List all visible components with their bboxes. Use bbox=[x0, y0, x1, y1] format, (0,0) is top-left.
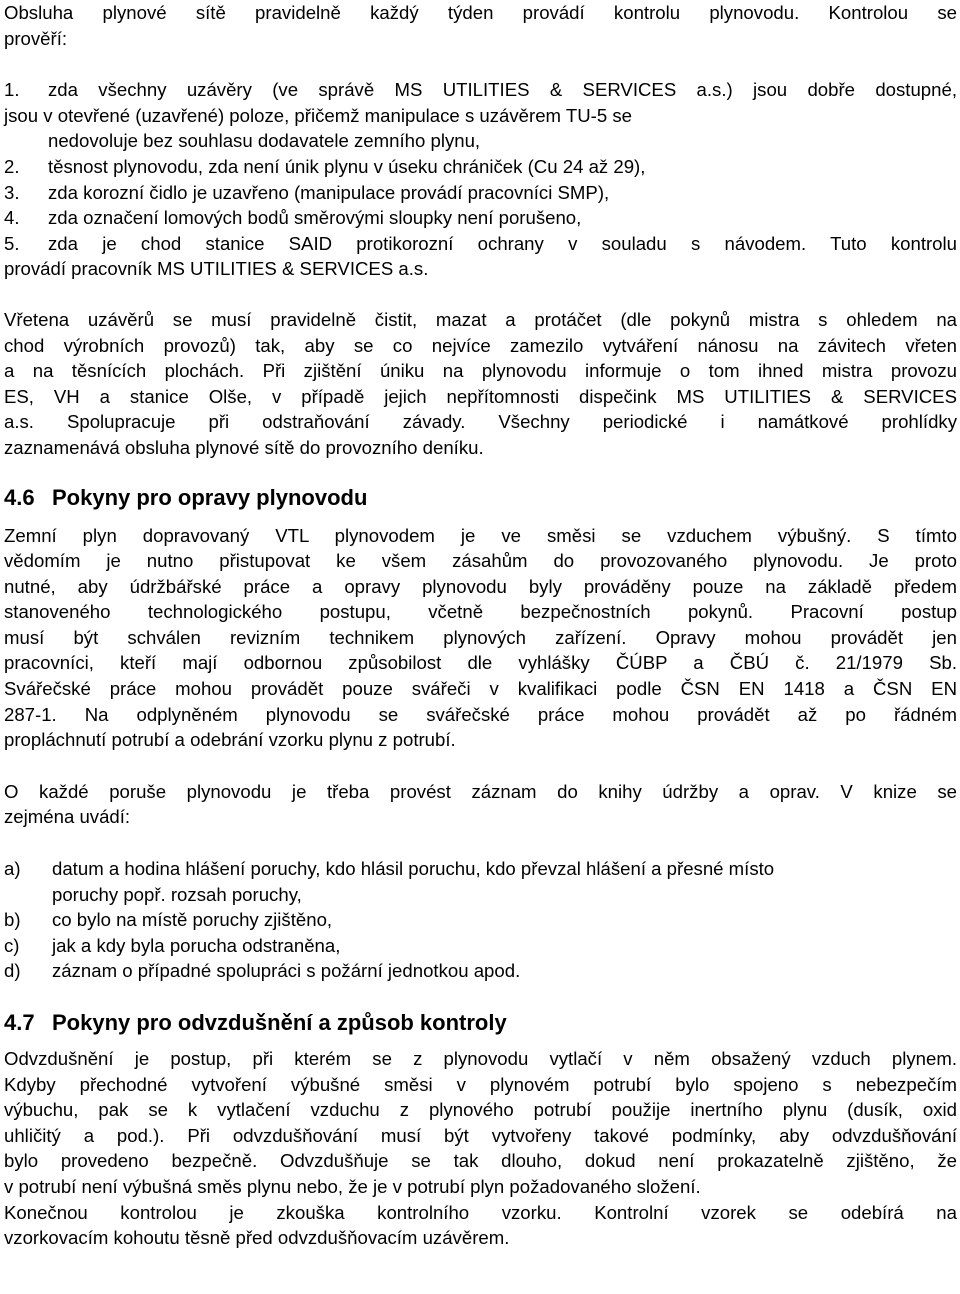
section-number: 4.6 bbox=[4, 484, 35, 510]
spacer bbox=[4, 461, 957, 483]
item-text: jak a kdy byla porucha odstraněna, bbox=[52, 934, 341, 956]
check-list bbox=[4, 77, 957, 282]
paragraph-line: 287-1. Na odplyněném plynovodu se svářečské práce mohou provádět až po řádném bbox=[4, 703, 957, 725]
list-item bbox=[4, 154, 957, 180]
item-text: zda je chod stanice SAID protikorozní ochrany v souladu s návodem. Tuto kontrolu bbox=[48, 232, 957, 254]
item-number: 1. bbox=[4, 79, 20, 101]
spacer bbox=[4, 830, 957, 856]
item-continuation: jsou v otevřené (uzavřené) poloze, přičemž manipulace s uzávěrem TU-5 se bbox=[4, 104, 632, 126]
item-letter: d) bbox=[4, 960, 21, 982]
item-continuation: provádí pracovník MS UTILITIES & SERVICES a.s. bbox=[4, 258, 429, 280]
spacer bbox=[4, 753, 957, 779]
item-text: zda všechny uzávěry (ve správě MS UTILITIES & SERVICES a.s.) jsou dobře dostupné, bbox=[48, 79, 957, 101]
item-text: datum a hodina hlášení poruchy, kdo hlásil poruchu, kdo převzal hlášení a přesné místo bbox=[52, 858, 775, 880]
item-letter: b) bbox=[4, 909, 21, 931]
paragraph-venting bbox=[4, 1046, 957, 1251]
paragraph-line: propláchnutí potrubí a odebrání vzorku plynu z potrubí. bbox=[4, 729, 456, 751]
list-item bbox=[4, 856, 957, 882]
paragraph-line: chod výrobních provozů) tak, aby se co nejvíce zamezilo vytváření nánosu na závitech vřeten bbox=[4, 334, 957, 356]
list-item bbox=[4, 958, 957, 984]
item-text: těsnost plynovodu, zda není únik plynu v úseku chrániček (Cu 24 až 29), bbox=[48, 155, 646, 177]
paragraph-line: vzorkovacím kohoutu těsně před odvzdušňovacím uzávěrem. bbox=[4, 1227, 510, 1249]
item-number: 5. bbox=[4, 232, 20, 254]
paragraph-line: a na těsnících plochách. Při zjištění úniku na plynovodu informuje o tom ihned mistra provozu bbox=[4, 360, 957, 382]
spacer bbox=[4, 984, 957, 1008]
item-number: 4. bbox=[4, 207, 20, 229]
item-letter: c) bbox=[4, 934, 20, 956]
record-items-list bbox=[4, 856, 957, 984]
paragraph-line: ES, VH a stanice Olše, v případě jejich nepřítomnosti dispečink MS UTILITIES & SERVICES bbox=[4, 385, 957, 407]
section-number: 4.7 bbox=[4, 1010, 35, 1035]
paragraph-repairs bbox=[4, 523, 957, 753]
paragraph-line: v potrubí není výbušná směs plynu nebo, že je v potrubí plyn požadovaného složení. bbox=[4, 1175, 701, 1197]
spacer bbox=[4, 513, 957, 523]
section-title: Pokyny pro odvzdušnění a způsob kontroly bbox=[52, 1010, 507, 1035]
section-heading bbox=[4, 483, 957, 513]
paragraph-line: vědomím je nutno přistupovat ke všem zásahům do provozovaného plynovodu. Je proto bbox=[4, 550, 957, 572]
list-item bbox=[4, 205, 957, 231]
list-item bbox=[4, 77, 957, 103]
list-item bbox=[4, 180, 957, 206]
item-number: 2. bbox=[4, 155, 20, 177]
paragraph-line: Zemní plyn dopravovaný VTL plynovodem je ve směsi se vzduchem výbušný. S tímto bbox=[4, 524, 957, 546]
paragraph-line: zaznamenává obsluha plynové sítě do provozního deníku. bbox=[4, 436, 484, 458]
paragraph-line: nutné, aby údržbářské práce a opravy plynovodu byly prováděny pouze na základě předem bbox=[4, 575, 957, 597]
item-text: záznam o případné spolupráci s požární jednotkou apod. bbox=[52, 960, 521, 982]
list-item bbox=[4, 907, 957, 933]
paragraph-line: a.s. Spolupracuje při odstraňování závady. Všechny periodické i namátkové prohlídky bbox=[4, 411, 957, 433]
paragraph-line: Konečnou kontrolou je zkouška kontrolního vzorku. Kontrolní vzorek se odebírá na bbox=[4, 1201, 957, 1223]
item-continuation: poruchy popř. rozsah poruchy, bbox=[52, 883, 302, 905]
section-title: Pokyny pro opravy plynovodu bbox=[52, 484, 368, 510]
paragraph-line: stanoveného technologického postupu, včetně bezpečnostních pokynů. Pracovní postup bbox=[4, 601, 957, 623]
spacer bbox=[4, 282, 957, 307]
paragraph-line: Vřetena uzávěrů se musí pravidelně čistit, mazat a protáčet (dle pokynů mistra s ohledem na bbox=[4, 308, 957, 330]
list-item bbox=[4, 231, 957, 257]
paragraph-line: pracovníci, kteří mají odbornou způsobilost dle vyhlášky ČÚBP a ČBÚ č. 21/1979 Sb. bbox=[4, 652, 957, 674]
item-text: zda označení lomových bodů směrovými sloupky není porušeno, bbox=[48, 207, 582, 229]
paragraph-spindles bbox=[4, 307, 957, 461]
item-number: 3. bbox=[4, 181, 20, 203]
paragraph-line: O každé poruše plynovodu je třeba provést záznam do knihy údržby a oprav. V knize se bbox=[4, 780, 957, 802]
paragraph-line: uhličitý a pod.). Při odvzdušňování musí být vytvořeny takové podmínky, aby odvzdušňování bbox=[4, 1124, 957, 1146]
paragraph-records bbox=[4, 779, 957, 830]
intro-line: prověří: bbox=[4, 27, 68, 49]
spacer bbox=[4, 1038, 957, 1046]
list-item bbox=[4, 933, 957, 959]
paragraph-line: Svářečské práce mohou provádět pouze svářeči v kvalifikaci podle ČSN EN 1418 a ČSN EN bbox=[4, 678, 957, 700]
paragraph-line: výbuchu, pak se k vytlačení vzduchu z plynového potrubí použije inertního plynu (dusík, oxid bbox=[4, 1099, 957, 1121]
paragraph-line: Odvzdušnění je postup, při kterém se z plynovodu vytlačí v něm obsažený vzduch plynem. bbox=[4, 1048, 957, 1069]
paragraph-line: musí být schválen revizním technikem plynových zařízení. Opravy mohou provádět jen bbox=[4, 626, 957, 648]
item-letter: a) bbox=[4, 858, 21, 880]
paragraph-line: zejména uvádí: bbox=[4, 806, 131, 828]
paragraph-line: Kdyby přechodné vytvoření výbušné směsi v plynovém potrubí bylo spojeno s nebezpečím bbox=[4, 1073, 957, 1095]
item-continuation: nedovoluje bez souhlasu dodavatele zemního plynu, bbox=[48, 130, 481, 152]
paragraph-line: bylo provedeno bezpečně. Odvzdušňuje se tak dlouho, dokud není prokazatelně zjištěno, že bbox=[4, 1150, 957, 1172]
item-text: zda korozní čidlo je uzavřeno (manipulace provádí pracovníci SMP), bbox=[48, 181, 610, 203]
spacer bbox=[4, 51, 957, 77]
intro-line: Obsluha plynové sítě pravidelně každý týden provádí kontrolu plynovodu. Kontrolou se bbox=[4, 2, 957, 23]
section-heading bbox=[4, 1008, 957, 1038]
item-text: co bylo na místě poruchy zjištěno, bbox=[52, 909, 333, 931]
